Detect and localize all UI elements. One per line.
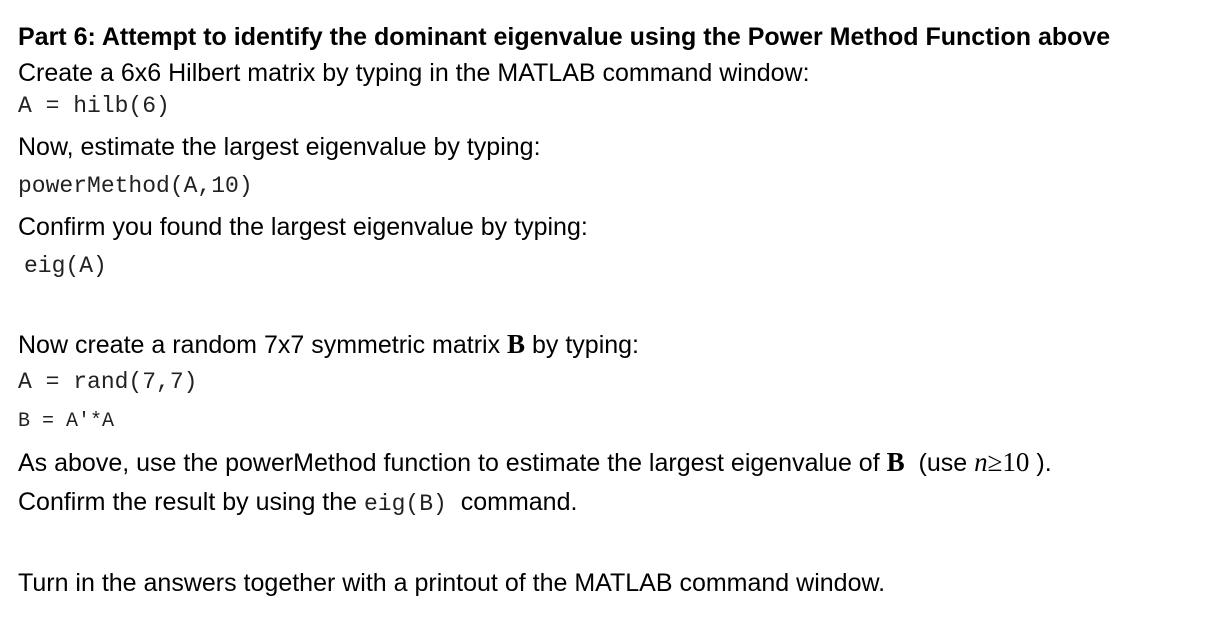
random-text-post: by typing: — [525, 331, 639, 359]
confirm-b-code: eig(B) — [364, 491, 447, 517]
confirm-b-pre: Confirm the result by using the — [18, 488, 364, 516]
code-eig-a: eig(A) — [24, 253, 107, 279]
above-use: (use — [904, 449, 975, 477]
code-b-assign: B = A'*A — [18, 410, 115, 433]
n-variable: n — [974, 447, 988, 477]
random-text-pre: Now create a random 7x7 symmetric matrix — [18, 331, 508, 359]
power-method-b-instruction — [18, 447, 1052, 478]
random-matrix-instruction — [18, 329, 639, 360]
confirm-instruction: Confirm you found the largest eigenvalue by typing: — [18, 213, 588, 241]
turn-in-instruction: Turn in the answers together with a printout of the MATLAB command window. — [18, 569, 886, 597]
estimate-instruction: Now, estimate the largest eigenvalue by typing: — [18, 133, 541, 161]
above-end: ). — [1029, 449, 1052, 477]
matrix-b-symbol-2: B — [886, 447, 905, 477]
confirm-b-post: command. — [446, 488, 578, 516]
code-rand: A = rand(7,7) — [18, 369, 198, 395]
create-hilbert-instruction: Create a 6x6 Hilbert matrix by typing in the MATLAB command window: — [18, 59, 810, 87]
code-power-method: powerMethod(A,10) — [18, 173, 253, 199]
above-text-pre: As above, use the powerMethod function to estimate the largest eigenvalue of — [18, 449, 887, 477]
part6-heading: Part 6: Attempt to identify the dominant eigenvalue using the Power Method Function above — [18, 23, 1111, 51]
code-hilb: A = hilb(6) — [18, 93, 170, 119]
confirm-b-instruction — [18, 487, 577, 519]
matrix-b-symbol: B — [507, 329, 526, 359]
n-inequality: ≥10 — [987, 447, 1030, 477]
